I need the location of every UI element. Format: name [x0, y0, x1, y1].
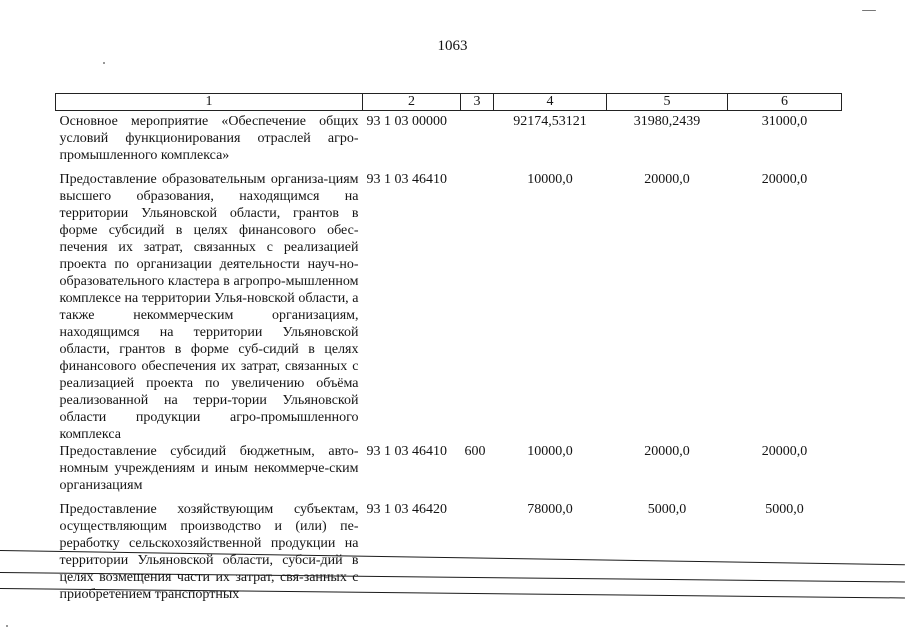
- row-value-1: 78000,0: [527, 502, 573, 517]
- header-row: [56, 94, 842, 111]
- header-col-5: 5: [607, 94, 728, 111]
- row-code: 93 1 03 00000: [366, 114, 447, 129]
- table-row: [56, 164, 842, 443]
- row-value-1: 10000,0: [527, 172, 573, 187]
- row-value-2: 20000,0: [644, 172, 690, 187]
- budget-table: [55, 93, 842, 603]
- row-name: Предоставление образовательным организа-циям высшего образования, находящимся на территории Ульяновской области, грантов в форме субсидий в целях финансового обес-печения их затрат, связанных с реализацией проекта по организации деятельности науч-но-образовательного кластера в агропро-мышленном комплексе на территории Улья-новской области, а также некоммерческим организациям, находящимся на территории Ульяновской области, грантов в форме суб-сидий в целях финансового обеспечения их затрат, связанных с реализацией проекта по увеличению объёма реализованной на терри-тории Ульяновской области продукции агро-промышленного комплекса: [59, 172, 359, 442]
- header-col-3: 3: [461, 94, 494, 111]
- scan-speck: [862, 10, 876, 11]
- row-value-2: 20000,0: [644, 444, 690, 459]
- row-type: [461, 111, 494, 165]
- row-code: 93 1 03 46420: [366, 502, 447, 517]
- row-type: [461, 494, 494, 603]
- header-col-1: 1: [56, 94, 363, 111]
- page-number: 1063: [437, 38, 468, 54]
- row-value-2: 5000,0: [647, 502, 687, 517]
- row-value-3: 20000,0: [761, 172, 808, 187]
- row-name: Предоставление хозяйствующим субъектам, осуществляющим производство и (или) пе-реработку сельскохозяйственной продукции на территории Ульяновской области, субси-дий в целях возмещения части их затрат, свя-занных с приобретением транспортных: [59, 502, 359, 602]
- row-value-3: 20000,0: [761, 444, 808, 459]
- table-row: [56, 111, 842, 165]
- row-value-2: 31980,2439: [633, 114, 701, 129]
- scan-speck: [6, 625, 8, 627]
- row-value-1: 10000,0: [527, 444, 573, 459]
- header-col-6: 6: [728, 94, 842, 111]
- row-type: [461, 164, 494, 443]
- row-name: Основное мероприятие «Обеспечение общих условий функционирования отраслей агро-промышленного комплекса»: [59, 114, 359, 163]
- row-name: Предоставление субсидий бюджетным, авто-номным учреждениям и иным некоммерче-ским организациям: [59, 444, 359, 493]
- row-code: 93 1 03 46410: [366, 444, 447, 459]
- scan-speck: [103, 62, 105, 64]
- row-value-1: 92174,53121: [513, 114, 587, 129]
- row-value-3: 5000,0: [765, 502, 804, 517]
- header-col-2: 2: [363, 94, 461, 111]
- row-type: 600: [464, 444, 486, 459]
- header-col-4: 4: [494, 94, 607, 111]
- row-code: 93 1 03 46410: [366, 172, 447, 187]
- row-value-3: 31000,0: [761, 114, 808, 129]
- table-row: [56, 494, 842, 603]
- table-row: [56, 443, 842, 494]
